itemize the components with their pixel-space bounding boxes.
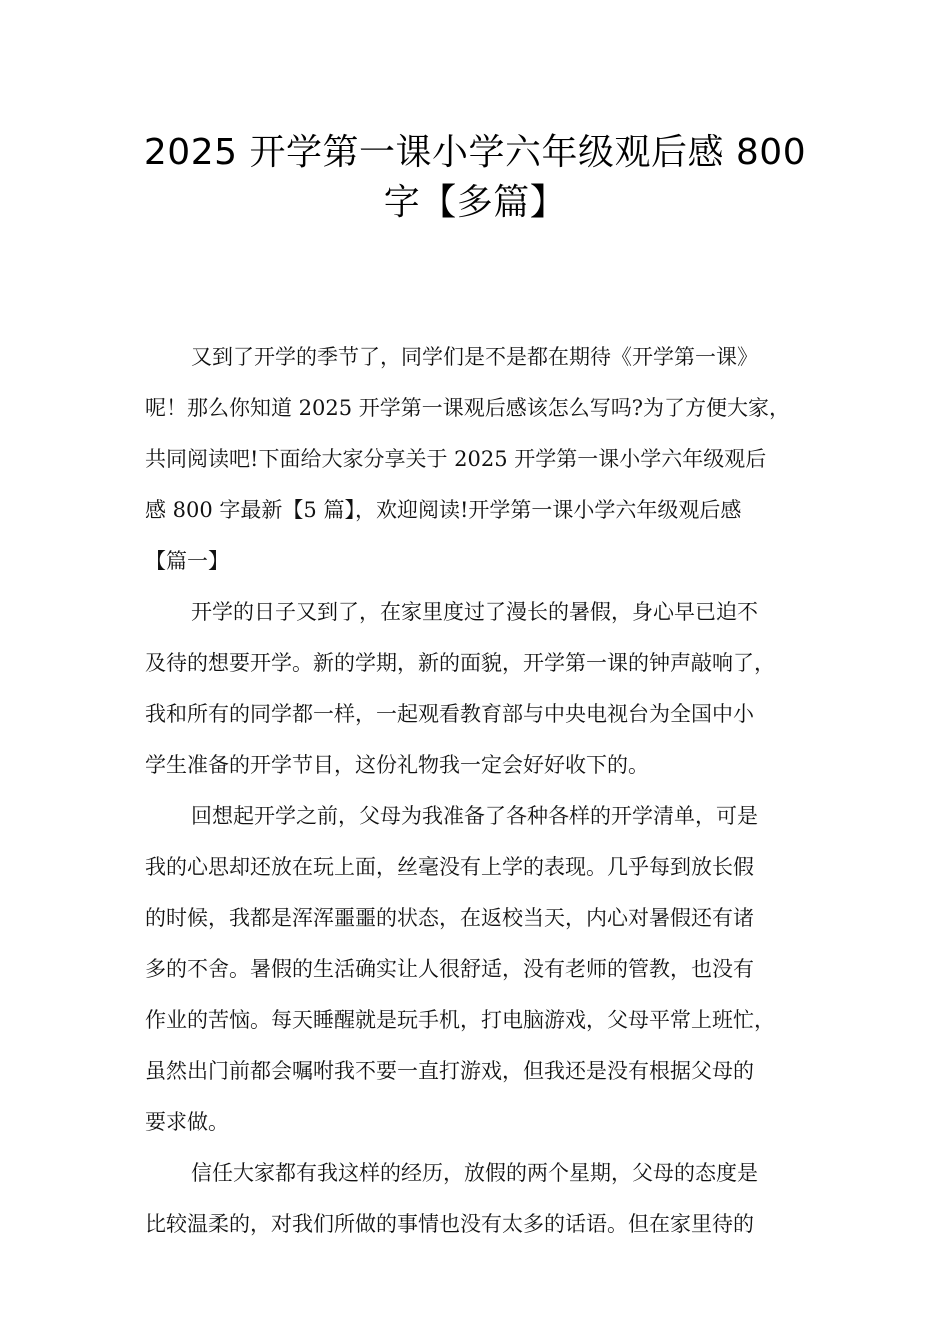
- title-line-2: 字【多篇】: [383, 182, 567, 223]
- body-line: 学生准备的开学节目，这份礼物我一定会好好收下的。: [145, 753, 649, 777]
- document-title: [120, 128, 830, 228]
- body-line: 作业的苦恼。每天睡醒就是玩手机，打电脑游戏，父母平常上班忙，: [145, 1008, 775, 1032]
- body-line: 开学的日子又到了，在家里度过了漫长的暑假，身心早已迫不: [191, 600, 758, 624]
- body-line: 感 800 字最新【5 篇】，欢迎阅读!开学第一课小学六年级观后感: [145, 498, 742, 522]
- body-line: 【篇一】: [145, 549, 229, 573]
- body-line: 多的不舍。暑假的生活确实让人很舒适，没有老师的管教，也没有: [145, 957, 754, 981]
- body-line: 回想起开学之前，父母为我准备了各种各样的开学清单，可是: [191, 804, 758, 828]
- body-line: 比较温柔的，对我们所做的事情也没有太多的话语。但在家里待的: [145, 1212, 754, 1236]
- title-line-1: 2025 开学第一课小学六年级观后感 800: [143, 132, 807, 173]
- body-line: 共同阅读吧!下面给大家分享关于 2025 开学第一课小学六年级观后: [145, 447, 767, 471]
- document-body: [145, 332, 825, 1250]
- body-line: 又到了开学的季节了，同学们是不是都在期待《开学第一课》: [191, 345, 758, 369]
- body-line: 呢！那么你知道 2025 开学第一课观后感该怎么写吗?为了方便大家，: [145, 396, 791, 420]
- body-line: 及待的想要开学。新的学期，新的面貌，开学第一课的钟声敲响了，: [145, 651, 775, 675]
- body-line: 的时候，我都是浑浑噩噩的状态，在返校当天，内心对暑假还有诸: [145, 906, 754, 930]
- body-line: 要求做。: [145, 1110, 229, 1134]
- body-line: 我的心思却还放在玩上面，丝毫没有上学的表现。几乎每到放长假: [145, 855, 754, 879]
- body-line: 我和所有的同学都一样，一起观看教育部与中央电视台为全国中小: [145, 702, 754, 726]
- body-line: 虽然出门前都会嘱咐我不要一直打游戏，但我还是没有根据父母的: [145, 1059, 754, 1083]
- body-line: 信任大家都有我这样的经历，放假的两个星期，父母的态度是: [191, 1161, 758, 1185]
